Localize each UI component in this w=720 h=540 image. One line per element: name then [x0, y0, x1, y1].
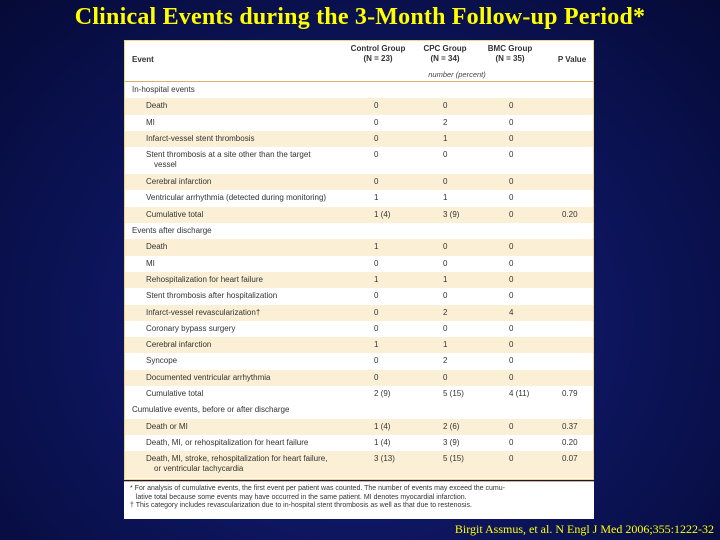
- row-label-line: Events after discharge: [132, 226, 212, 236]
- control-value: 0: [374, 307, 379, 317]
- row-label-line: Ventricular arrhythmia (detected during monitoring): [146, 193, 327, 203]
- control-value: 2 (9): [374, 389, 391, 399]
- p-value: 0.79: [562, 389, 578, 399]
- row-label-line: Cumulative total: [146, 209, 204, 219]
- row-label: [146, 101, 167, 111]
- row-label: [146, 242, 167, 252]
- table-row: [125, 147, 593, 174]
- row-label: [146, 356, 177, 366]
- section-row: [125, 223, 593, 239]
- section-row: [125, 402, 593, 418]
- p-value: 0.20: [562, 437, 578, 447]
- row-label-line: Death or MI: [146, 421, 188, 431]
- row-label-line: Death, MI, or rehospitalization for heart failure: [146, 437, 309, 447]
- cpc-value: 5 (15): [443, 454, 464, 464]
- cpc-value: 3 (9): [443, 437, 460, 447]
- bmc-value: 0: [509, 356, 514, 366]
- row-label-continuation: vessel: [154, 160, 177, 170]
- slide-title: Clinical Events during the 3-Month Follow-up Period*: [74, 4, 646, 30]
- control-value: 0: [374, 133, 379, 143]
- cpc-value: 2 (6): [443, 421, 460, 431]
- p-value: 0.20: [562, 209, 578, 219]
- table-row: [125, 98, 593, 114]
- row-label: [146, 438, 308, 448]
- control-value: 0: [374, 258, 379, 268]
- table-body: [125, 82, 593, 478]
- row-label-line: MI: [146, 258, 155, 268]
- row-label: [146, 134, 254, 144]
- bmc-value: 4: [509, 307, 514, 317]
- table-row: [125, 337, 593, 353]
- header-bmc-group: [480, 44, 540, 64]
- control-value: 0: [374, 117, 379, 127]
- bmc-value: 0: [509, 340, 514, 350]
- cpc-value: 3 (9): [443, 209, 460, 219]
- bmc-value: 0: [509, 150, 514, 160]
- table-row: [125, 190, 593, 206]
- row-label: [146, 454, 327, 474]
- row-label: [146, 177, 211, 187]
- table-header: [125, 41, 593, 82]
- bmc-value: 0: [509, 421, 514, 431]
- header-control-group: [343, 44, 413, 64]
- control-value: 0: [374, 177, 379, 187]
- control-value: 1 (4): [374, 209, 391, 219]
- cpc-value: 1: [443, 193, 448, 203]
- control-value: 1 (4): [374, 421, 391, 431]
- row-label-line: Syncope: [146, 356, 178, 366]
- row-label: [146, 118, 155, 128]
- bmc-value: 0: [509, 177, 514, 187]
- header-bmc-n: (N = 35): [495, 54, 525, 63]
- header-control-name: Control Group: [350, 44, 406, 53]
- row-label: [146, 389, 203, 399]
- row-label: [146, 373, 271, 383]
- control-value: 0: [374, 291, 379, 301]
- row-label: [146, 275, 263, 285]
- bmc-value: 0: [509, 454, 514, 464]
- header-event: Event: [132, 55, 154, 64]
- bmc-value: 0: [509, 242, 514, 252]
- control-value: 1: [374, 274, 379, 284]
- control-value: 3 (13): [374, 454, 395, 464]
- cpc-value: 0: [443, 150, 448, 160]
- cpc-value: 0: [443, 177, 448, 187]
- row-label: [132, 405, 289, 415]
- row-label-line: Cumulative total: [146, 389, 204, 399]
- bmc-value: 0: [509, 437, 514, 447]
- row-label: [132, 226, 212, 236]
- cpc-value: 2: [443, 356, 448, 366]
- row-label-line: Cumulative events, before or after discharge: [132, 405, 290, 415]
- bmc-value: 0: [509, 291, 514, 301]
- row-label: [146, 324, 235, 334]
- control-value: 0: [374, 150, 379, 160]
- control-value: 0: [374, 323, 379, 333]
- cpc-value: 0: [443, 242, 448, 252]
- row-label: [146, 422, 188, 432]
- cpc-value: 0: [443, 101, 448, 111]
- table-row: [125, 256, 593, 272]
- table-row: [125, 321, 593, 337]
- footnote: * For analysis of cumulative events, the first event per patient was counted. The number of events may exceed the cumu-: [130, 485, 505, 492]
- table-row: [125, 115, 593, 131]
- row-label: [146, 259, 155, 269]
- p-value: 0.37: [562, 421, 578, 431]
- row-label-line: Infarct-vessel revascularization†: [146, 307, 261, 317]
- bmc-value: 0: [509, 372, 514, 382]
- bmc-value: 4 (11): [509, 389, 530, 399]
- header-cpc-n: (N = 34): [430, 54, 460, 63]
- cpc-value: 1: [443, 133, 448, 143]
- row-label-line: Coronary bypass surgery: [146, 323, 236, 333]
- header-cpc-group: [415, 44, 475, 64]
- row-label-line: Rehospitalization for heart failure: [146, 274, 263, 284]
- header-p-value: P Value: [557, 55, 587, 64]
- cpc-value: 0: [443, 372, 448, 382]
- row-label-line: Cerebral infarction: [146, 340, 212, 350]
- control-value: 0: [374, 372, 379, 382]
- bmc-value: 0: [509, 193, 514, 203]
- table-row: [125, 451, 593, 478]
- row-label: [146, 308, 260, 318]
- row-label-continuation: or ventricular tachycardia: [154, 464, 244, 474]
- table-row: [125, 288, 593, 304]
- row-label: [146, 193, 326, 203]
- table-row: [125, 435, 593, 451]
- p-value: 0.07: [562, 454, 578, 464]
- table-row: [125, 419, 593, 435]
- row-label-line: Cerebral infarction: [146, 177, 212, 187]
- header-cpc-name: CPC Group: [423, 44, 467, 53]
- cpc-value: 1: [443, 340, 448, 350]
- bmc-value: 0: [509, 133, 514, 143]
- row-label: [146, 291, 277, 301]
- row-label-line: In-hospital events: [132, 85, 195, 94]
- cpc-value: 2: [443, 117, 448, 127]
- cpc-value: 5 (15): [443, 389, 464, 399]
- table-row: [125, 370, 593, 386]
- cpc-value: 1: [443, 274, 448, 284]
- row-label-line: Death: [146, 242, 168, 252]
- table-row: [125, 174, 593, 190]
- row-label-line: Infarct-vessel stent thrombosis: [146, 133, 255, 143]
- row-label-line: Death: [146, 101, 168, 111]
- footnote: † This category includes revascularization due to in-hospital stent thrombosis as well as that due to restenosis.: [130, 502, 472, 509]
- control-value: 0: [374, 101, 379, 111]
- section-row: [125, 82, 593, 98]
- header-unit: number (percent): [428, 70, 486, 79]
- row-label-line: Stent thrombosis after hospitalization: [146, 291, 278, 301]
- control-value: 0: [374, 356, 379, 366]
- bmc-value: 0: [509, 274, 514, 284]
- table-row: [125, 272, 593, 288]
- cpc-value: 0: [443, 291, 448, 301]
- footnote: lative total because some events may have occurred in the same patient. MI denotes myocardial infarction.: [130, 493, 467, 501]
- table-row: [125, 386, 593, 402]
- bmc-value: 0: [509, 117, 514, 127]
- row-label: [132, 85, 195, 95]
- control-value: 1: [374, 193, 379, 203]
- row-label: [146, 340, 211, 350]
- header-bmc-name: BMC Group: [487, 44, 533, 53]
- bmc-value: 0: [509, 258, 514, 268]
- bmc-value: 0: [509, 323, 514, 333]
- citation: Birgit Assmus, et al. N Engl J Med 2006;355:1222-32: [454, 522, 714, 536]
- table-row: [125, 239, 593, 255]
- control-value: 1: [374, 242, 379, 252]
- row-label: [146, 150, 311, 170]
- cpc-value: 2: [443, 307, 448, 317]
- cpc-value: 0: [443, 323, 448, 333]
- row-label-line: Death, MI, stroke, rehospitalization for heart failure,: [146, 454, 328, 464]
- row-label-line: Documented ventricular arrhythmia: [146, 372, 271, 382]
- table-row: [125, 353, 593, 369]
- control-value: 1 (4): [374, 437, 391, 447]
- cpc-value: 0: [443, 258, 448, 268]
- table-row: [125, 207, 593, 223]
- events-table: [124, 40, 594, 480]
- table-row: [125, 305, 593, 321]
- row-label-line: MI: [146, 117, 155, 127]
- row-label-line: Stent thrombosis at a site other than the target: [146, 150, 311, 160]
- footnotes: [124, 481, 594, 519]
- bmc-value: 0: [509, 101, 514, 111]
- control-value: 1: [374, 340, 379, 350]
- row-label: [146, 210, 203, 220]
- header-control-n: (N = 23): [363, 54, 393, 63]
- bmc-value: 0: [509, 209, 514, 219]
- table-row: [125, 131, 593, 147]
